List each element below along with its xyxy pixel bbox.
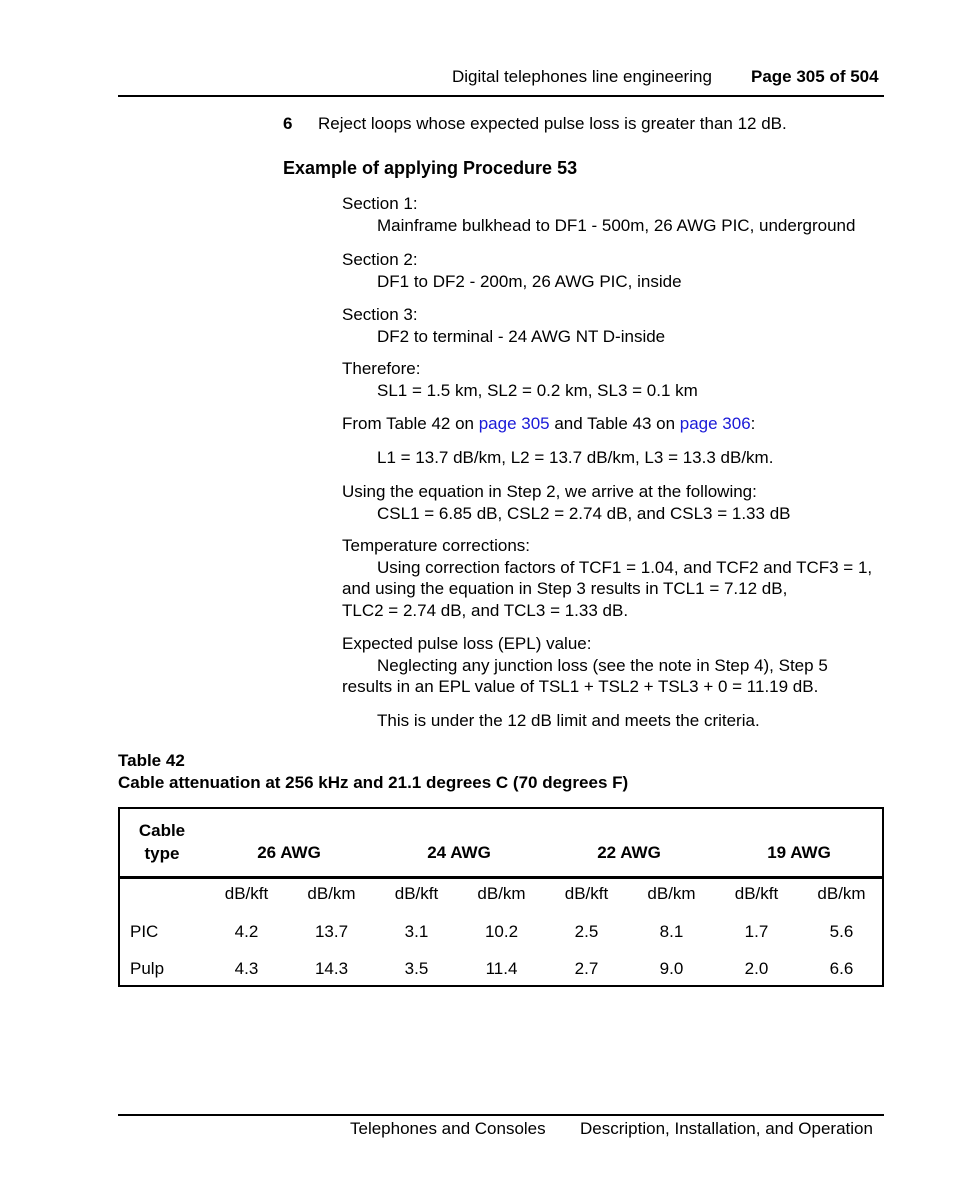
l-values-block — [342, 447, 887, 469]
page-number: Page 305 of 504 — [751, 67, 879, 86]
row-type-pulp: Pulp — [130, 959, 165, 978]
unit-cell: dB/km — [477, 884, 526, 903]
table-cell: 9.0 — [659, 959, 684, 978]
temperature-block — [342, 535, 887, 621]
section3-text: DF2 to terminal - 24 AWG NT D-inside — [377, 326, 666, 346]
table-cell: 10.2 — [484, 922, 519, 941]
table-label: Table 42 — [118, 751, 185, 770]
table-cell: 8.1 — [659, 922, 684, 941]
header-rule — [118, 95, 884, 97]
table-cell: 5.6 — [829, 922, 854, 941]
from-tables-text — [342, 413, 887, 435]
table-cell: 6.6 — [829, 959, 854, 978]
example-heading: Example of applying Procedure 53 — [283, 158, 578, 178]
csl-values: CSL1 = 6.85 dB, CSL2 = 2.74 dB, and CSL3 = 1.33 dB — [377, 503, 791, 523]
from-text-3: : — [750, 414, 756, 433]
unit-cell: dB/km — [817, 884, 866, 903]
section1-block — [342, 193, 887, 236]
table-cell: 3.5 — [404, 959, 429, 978]
unit-cell: dB/kft — [564, 884, 609, 903]
table-caption: Cable attenuation at 256 kHz and 21.1 degrees C (70 degrees F) — [118, 773, 629, 792]
section1-text: Mainframe bulkhead to DF1 - 500m, 26 AWG PIC, underground — [377, 215, 856, 235]
from-text-1: From Table 42 on — [342, 414, 479, 433]
epl-line-2: results in an EPL value of TSL1 + TSL2 + TSL3 + 0 = 11.19 dB. — [342, 677, 819, 696]
epl-label: Expected pulse loss (EPL) value: — [342, 634, 592, 653]
section2-text: DF1 to DF2 - 200m, 26 AWG PIC, inside — [377, 271, 682, 291]
group-header: 19 AWG — [767, 843, 831, 862]
footer-right: Description, Installation, and Operation — [580, 1119, 873, 1138]
conclusion-text: This is under the 12 dB limit and meets the criteria. — [377, 711, 760, 730]
therefore-label: Therefore: — [342, 359, 421, 378]
row-type-pic: PIC — [130, 922, 159, 941]
header-divider — [120, 876, 882, 879]
section1-label: Section 1: — [342, 194, 418, 213]
unit-cell: dB/km — [307, 884, 356, 903]
step-text: Reject loops whose expected pulse loss is greater than 12 dB. — [318, 114, 787, 133]
table-cell: 1.7 — [744, 922, 769, 941]
header-cable-type — [120, 819, 204, 865]
running-header-title: Digital telephones line engineering — [452, 67, 712, 86]
table-cell: 11.4 — [485, 959, 518, 978]
section2-block — [342, 249, 887, 292]
group-header: 26 AWG — [257, 843, 321, 862]
l-values-text: L1 = 13.7 dB/km, L2 = 13.7 dB/km, L3 = 13.3 dB/km. — [377, 448, 774, 467]
attenuation-table — [118, 807, 884, 987]
therefore-text: SL1 = 1.5 km, SL2 = 0.2 km, SL3 = 0.1 km — [377, 380, 698, 400]
page-305-link[interactable]: page 305 — [478, 414, 550, 433]
step-number: 6 — [283, 114, 293, 133]
from-tables-line — [342, 413, 887, 435]
group-header: 24 AWG — [427, 843, 491, 862]
section3-block — [342, 304, 887, 347]
table-cell: 3.1 — [404, 922, 429, 941]
table-cell: 14.3 — [314, 959, 349, 978]
unit-cell: dB/km — [647, 884, 696, 903]
table-cell: 2.0 — [744, 959, 769, 978]
unit-cell: dB/kft — [224, 884, 269, 903]
epl-block — [342, 633, 887, 698]
footer-left: Telephones and Consoles — [350, 1119, 546, 1138]
unit-cell: dB/kft — [734, 884, 779, 903]
table-cell: 2.5 — [574, 922, 599, 941]
temperature-line-1: Using correction factors of TCF1 = 1.04, and TCF2 and TCF3 = 1, — [377, 557, 873, 577]
section2-label: Section 2: — [342, 250, 418, 269]
table-cell: 13.7 — [314, 922, 349, 941]
conclusion-block — [342, 710, 887, 732]
therefore-block — [342, 358, 887, 401]
table-cell: 4.3 — [234, 959, 259, 978]
section3-label: Section 3: — [342, 305, 418, 324]
using-label: Using the equation in Step 2, we arrive at the following: — [342, 482, 757, 501]
header-cable-line-1: Cable — [138, 821, 186, 840]
table-cell: 2.7 — [574, 959, 599, 978]
page-306-link[interactable]: page 306 — [679, 414, 751, 433]
csl-block — [342, 481, 887, 524]
header-cable-line-2: type — [144, 844, 180, 863]
epl-line-1: Neglecting any junction loss (see the note in Step 4), Step 5 — [377, 655, 828, 675]
temperature-line-2: and using the equation in Step 3 results in TCL1 = 7.12 dB, — [342, 579, 788, 598]
footer-rule — [118, 1114, 884, 1116]
unit-cell: dB/kft — [394, 884, 439, 903]
temperature-line-3: TLC2 = 2.74 dB, and TCL3 = 1.33 dB. — [342, 600, 629, 620]
table-cell: 4.2 — [234, 922, 259, 941]
group-header: 22 AWG — [597, 843, 661, 862]
temperature-label: Temperature corrections: — [342, 536, 531, 555]
from-text-2: and Table 43 on — [549, 414, 680, 433]
